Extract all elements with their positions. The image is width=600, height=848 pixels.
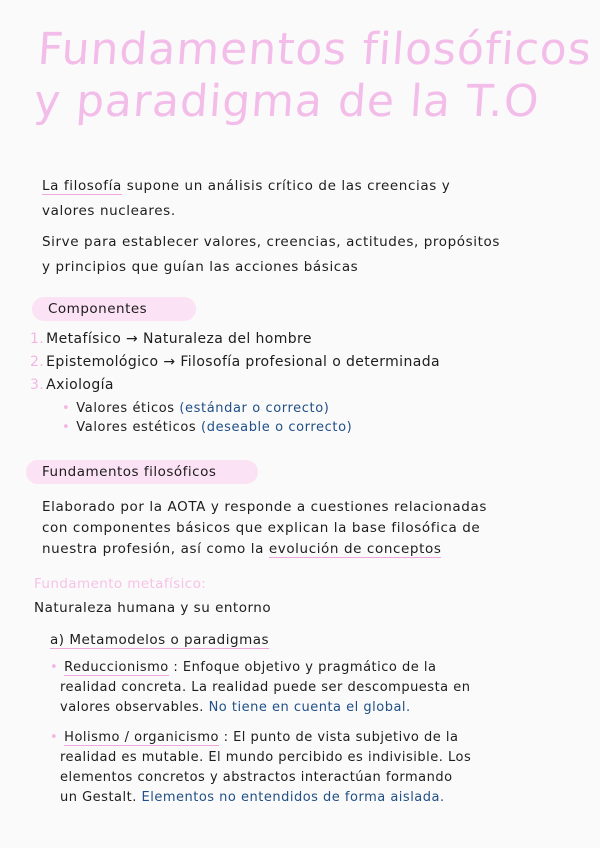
- section-metamodelos-label: a) Metamodelos o paradigmas: [50, 632, 270, 648]
- term-reduccionismo: Reduccionismo: [64, 660, 169, 675]
- componentes-heading: Componentes: [32, 297, 196, 321]
- intro-p1-line2: valores nucleares.: [42, 203, 176, 219]
- holismo-note: Elementos no entendidos de forma aislada.: [141, 790, 445, 805]
- holismo-line4: un Gestalt.: [60, 790, 142, 805]
- reduccionismo-note: No tiene en cuenta el global.: [208, 700, 411, 715]
- list-number: 3.: [30, 377, 45, 393]
- list-item: [30, 328, 440, 351]
- sub-label: Valores éticos: [76, 401, 175, 416]
- bullet-icon: •: [62, 401, 71, 416]
- metafisico-subheading: Naturaleza humana y su entorno: [34, 600, 272, 616]
- holismo-line1: : El punto de vista subjetivo de la: [218, 730, 459, 745]
- list-number: 1.: [30, 331, 45, 347]
- term-filosofia: La filosofía: [42, 178, 122, 194]
- componentes-list: [30, 328, 440, 397]
- holismo-block: [50, 728, 590, 808]
- list-item: [62, 418, 352, 437]
- bullet-icon: •: [62, 420, 71, 435]
- term-holismo: Holismo / organicismo: [64, 730, 219, 745]
- reduccionismo-line3: valores observables.: [60, 700, 209, 715]
- list-number: 2.: [30, 354, 45, 370]
- list-item: [62, 399, 352, 418]
- fundamentos-line2: con componentes básicos que explican la base filosófica de: [42, 520, 481, 536]
- sub-note: (deseable o correcto): [201, 420, 353, 435]
- title-line-1: Fundamentos filosóficos: [36, 24, 594, 75]
- holismo-line3: elementos concretos y abstractos interactúan formando: [60, 770, 453, 785]
- bullet-icon: •: [50, 730, 59, 745]
- title-line-2: y paradigma de la T.O: [32, 76, 542, 127]
- page-title: [32, 24, 594, 128]
- intro-p2-line1: Sirve para establecer valores, creencias, actitudes, propósitos: [42, 234, 501, 250]
- intro-paragraph-1: [42, 174, 450, 224]
- list-item-text: Axiología: [46, 377, 114, 393]
- list-item-text: Metafísico → Naturaleza del hombre: [46, 331, 312, 347]
- section-metamodelos: [50, 632, 269, 648]
- reduccionismo-line2: realidad concreta. La realidad puede ser descompuesta en: [60, 680, 471, 695]
- fundamentos-heading: Fundamentos filosóficos: [26, 460, 258, 484]
- holismo-line2: realidad es mutable. El mundo percibido es indivisible. Los: [60, 750, 472, 765]
- list-item: [30, 351, 440, 374]
- metafisico-heading: Fundamento metafísico:: [34, 576, 207, 592]
- fundamentos-line1: Elaborado por la AOTA y responde a cuestiones relacionadas: [42, 499, 487, 515]
- intro-p2-line2: y principios que guían las acciones básicas: [42, 259, 359, 275]
- list-item-text: Epistemológico → Filosofía profesional o determinada: [46, 354, 440, 370]
- fundamentos-paragraph: [42, 497, 487, 560]
- fundamentos-line3: nuestra profesión, así como la: [42, 541, 269, 557]
- list-item: [30, 374, 440, 397]
- bullet-icon: •: [50, 660, 59, 675]
- intro-paragraph-2: [42, 230, 500, 280]
- reduccionismo-line1: : Enfoque objetivo y pragmático de la: [168, 660, 437, 675]
- term-evolucion: evolución de conceptos: [268, 541, 442, 557]
- intro-p1-rest: supone un análisis crítico de las creencias y: [121, 178, 451, 194]
- reduccionismo-block: [50, 658, 590, 718]
- axiologia-sublist: [62, 399, 352, 437]
- sub-note: (estándar o correcto): [179, 401, 330, 416]
- sub-label: Valores estéticos: [76, 420, 197, 435]
